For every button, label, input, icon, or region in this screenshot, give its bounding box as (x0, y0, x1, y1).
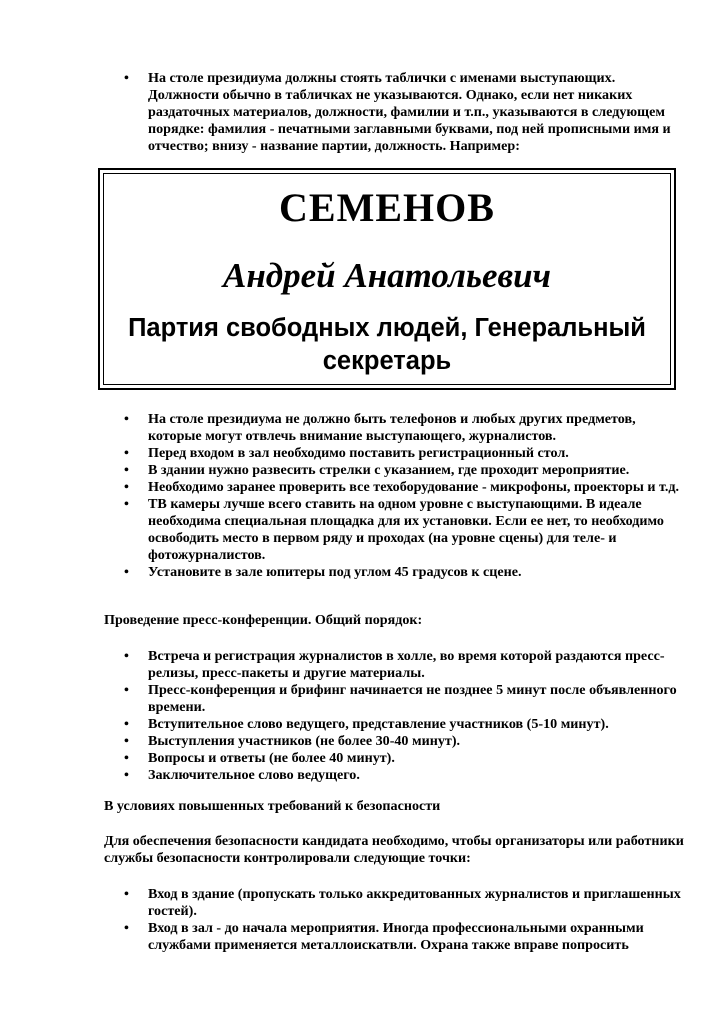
list-item (104, 733, 688, 750)
security-paragraph: Для обеспечения безопасности кандидата необходимо, чтобы организаторы или работники службы безопасности контролировали следующие точки: (104, 833, 684, 866)
name-plate-name: Андрей Анатольевич (222, 256, 552, 295)
list-item (104, 767, 688, 784)
bullet-icon: • (124, 683, 129, 698)
name-plate-example (98, 168, 676, 390)
list-item-text: В здании нужно развесить стрелки с указанием, где проходит мероприятие. (148, 462, 630, 478)
bullet-list-1 (104, 70, 688, 155)
list-item-text: Выступления участников (не более 30-40 минут). (148, 733, 461, 749)
list-item-text: Вступительное слово ведущего, представление участников (5-10 минут). (148, 716, 609, 732)
section-heading-security: В условиях повышенных требований к безопасности (104, 798, 441, 814)
list-item (104, 411, 688, 445)
bullet-icon: • (124, 446, 129, 461)
list-item-text: Вопросы и ответы (не более 40 минут). (148, 750, 395, 766)
list-item-text: ТВ камеры лучше всего ставить на одном уровне с выступающими. В идеале необходима специальная площадка для их установки. Если ее нет, то необходимо освободить место в первом ряду и проходах (на уровне сцены) для теле- и фотожурналистов. (148, 496, 664, 563)
list-item (104, 716, 688, 733)
list-item (104, 920, 688, 954)
bullet-icon: • (124, 887, 129, 902)
list-item (104, 462, 688, 479)
list-item-text: Перед входом в зал необходимо поставить регистрационный стол. (148, 445, 569, 461)
list-item-text: Встреча и регистрация журналистов в холле, во время которой раздаются пресс-релизы, пресс-пакеты и другие материалы. (148, 648, 665, 681)
bullet-icon: • (124, 921, 129, 936)
list-item-text: Пресс-конференция и брифинг начинается не позднее 5 минут после объявленного времени. (148, 682, 677, 715)
bullet-icon: • (124, 649, 129, 664)
list-item (104, 750, 688, 767)
list-item-text: На столе президиума должны стоять таблички с именами выступающих. Должности обычно в табличках не указываются. Однако, если нет никаких раздаточных материалов, должности, фамилии и т.п., указываются в следующем порядке: фамилия - печатными заглавными буквами, под ней прописными имя и отчество; внизу - название партии, должность. Например: (148, 70, 671, 154)
bullet-icon: • (124, 412, 129, 427)
list-item (104, 648, 688, 682)
bullet-icon: • (124, 480, 129, 495)
bullet-icon: • (124, 734, 129, 749)
section-heading-procedure: Проведение пресс-конференции. Общий порядок: (104, 612, 423, 628)
bullet-icon: • (124, 497, 129, 512)
list-item-text: Заключительное слово ведущего. (148, 767, 360, 783)
bullet-icon: • (124, 751, 129, 766)
bullet-list-2 (104, 411, 688, 581)
bullet-icon: • (124, 71, 129, 86)
list-item-text: Необходимо заранее проверить все техоборудование - микрофоны, проекторы и т.д. (148, 479, 680, 495)
name-plate-surname: СЕМЕНОВ (279, 185, 495, 230)
list-item (104, 70, 688, 155)
list-item (104, 682, 688, 716)
list-item-text: На столе президиума не должно быть телефонов и любых других предметов, которые могут отвлечь внимание выступающего, журналистов. (148, 411, 636, 444)
bullet-list-4 (104, 886, 688, 954)
list-item (104, 479, 688, 496)
bullet-icon: • (124, 565, 129, 580)
list-item (104, 886, 688, 920)
bullet-list-3 (104, 648, 688, 784)
bullet-icon: • (124, 768, 129, 783)
list-item-text: Установите в зале юпитеры под углом 45 градусов к сцене. (148, 564, 522, 580)
bullet-icon: • (124, 463, 129, 478)
name-plate-party: Партия свободных людей, Генеральный секретарь (128, 314, 646, 375)
list-item (104, 445, 688, 462)
list-item (104, 496, 688, 564)
list-item (104, 564, 688, 581)
bullet-icon: • (124, 717, 129, 732)
list-item-text: Вход в здание (пропускать только аккредитованных журналистов и приглашенных гостей). (148, 886, 681, 919)
list-item-text: Вход в зал - до начала мероприятия. Иногда профессиональными охранными службами применяется металлоискатвли. Охрана также вправе попросить (148, 920, 644, 953)
